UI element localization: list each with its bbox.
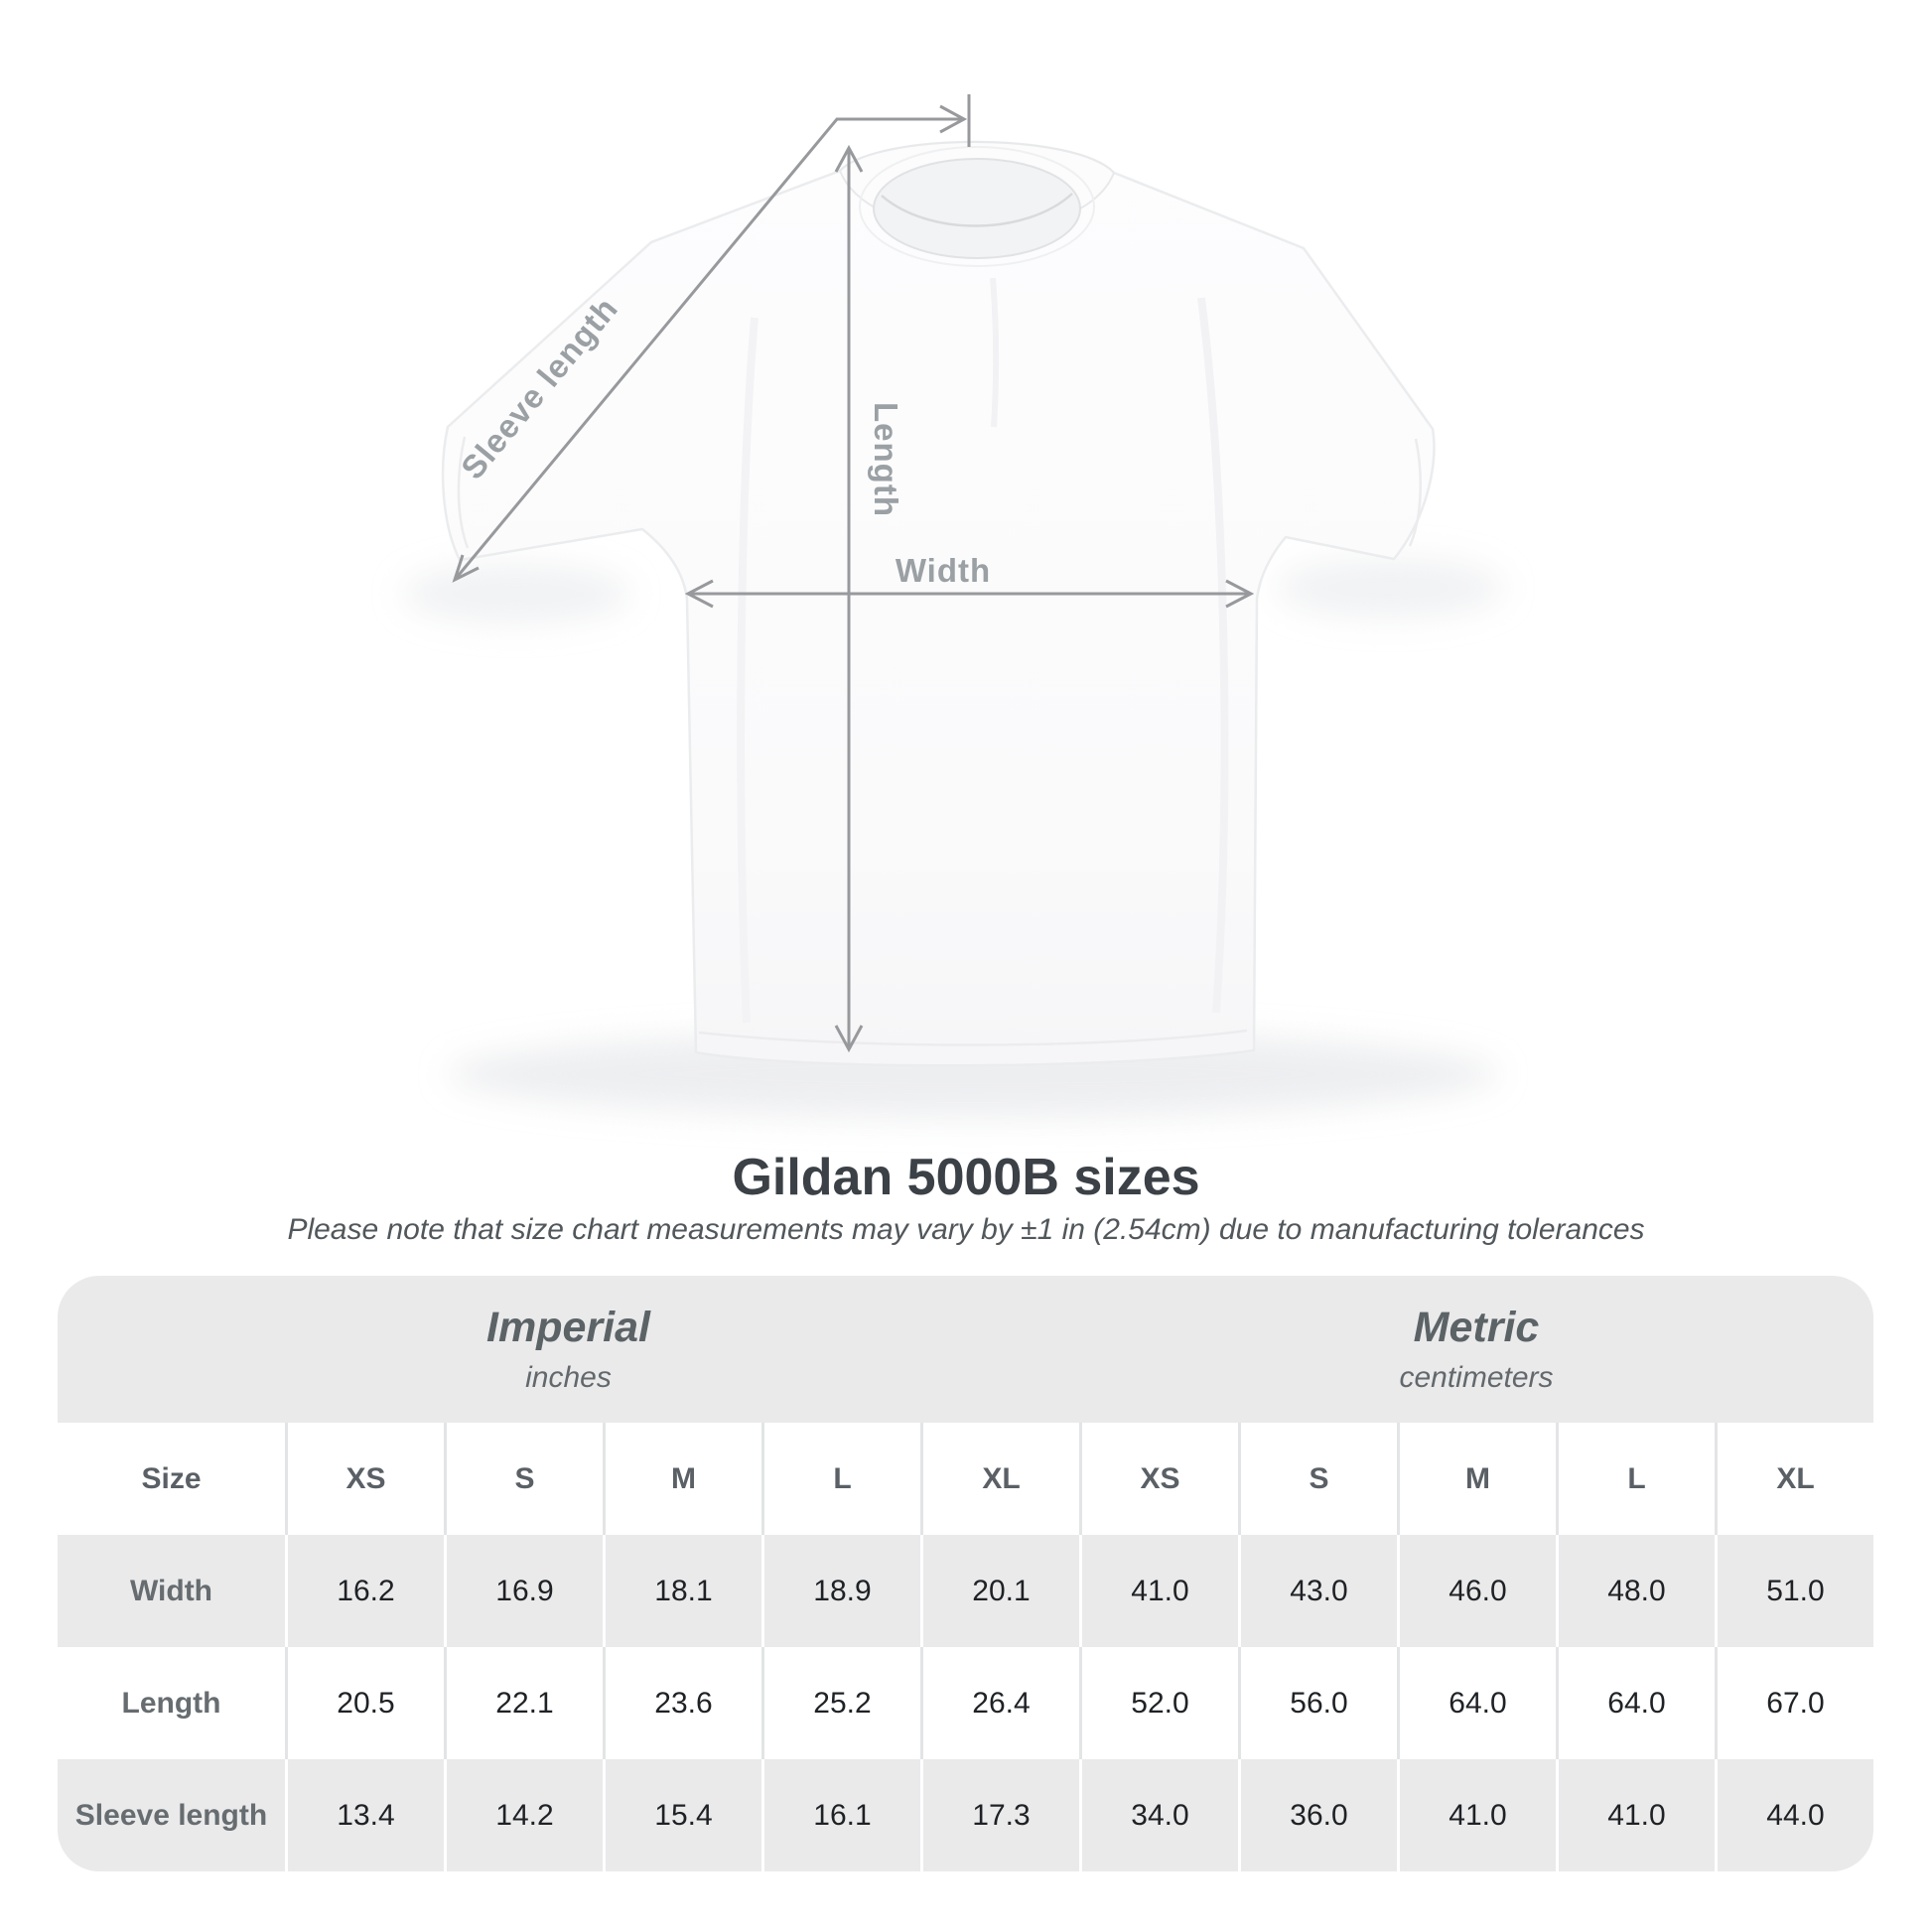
table-row-sleeve-length xyxy=(58,1759,1873,1871)
unit-band-row xyxy=(58,1276,1873,1423)
width-imperial-xs: 16.2 xyxy=(285,1535,444,1647)
width-imperial-l: 18.9 xyxy=(761,1535,920,1647)
width-metric-m: 46.0 xyxy=(1397,1535,1556,1647)
metric-unit: centimeters xyxy=(1399,1361,1554,1394)
sleeve-imperial-s: 14.2 xyxy=(444,1759,603,1871)
metric-label: Metric xyxy=(1413,1304,1540,1351)
size-header-imperial-xl: XL xyxy=(920,1423,1079,1535)
row-label-sleeve-length: Sleeve length xyxy=(74,1798,268,1832)
length-label: Length xyxy=(868,402,904,517)
length-imperial-l: 25.2 xyxy=(761,1647,920,1759)
width-metric-xs: 41.0 xyxy=(1079,1535,1238,1647)
sleeve-metric-xs: 34.0 xyxy=(1079,1759,1238,1871)
sleeve-metric-s: 36.0 xyxy=(1238,1759,1397,1871)
size-column-header: Size xyxy=(141,1461,202,1495)
sleeve-metric-m: 41.0 xyxy=(1397,1759,1556,1871)
sleeve-imperial-l: 16.1 xyxy=(761,1759,920,1871)
length-metric-m: 64.0 xyxy=(1397,1647,1556,1759)
table-row-length xyxy=(58,1647,1873,1759)
width-metric-s: 43.0 xyxy=(1238,1535,1397,1647)
width-metric-l: 48.0 xyxy=(1556,1535,1715,1647)
width-label: Width xyxy=(895,552,992,589)
metric-band xyxy=(1079,1276,1873,1423)
length-metric-xs: 52.0 xyxy=(1079,1647,1238,1759)
sleeve-imperial-xs: 13.4 xyxy=(285,1759,444,1871)
tolerance-note: Please note that size chart measurements may vary by ±1 in (2.54cm) due to manufacturing tolerances xyxy=(287,1213,1645,1246)
size-header-imperial-m: M xyxy=(603,1423,761,1535)
size-header-row xyxy=(58,1423,1873,1535)
length-imperial-m: 23.6 xyxy=(603,1647,761,1759)
length-imperial-xs: 20.5 xyxy=(285,1647,444,1759)
length-imperial-xl: 26.4 xyxy=(920,1647,1079,1759)
size-header-metric-xl: XL xyxy=(1715,1423,1873,1535)
row-label-length: Length xyxy=(121,1686,221,1720)
sleeve-imperial-xl: 17.3 xyxy=(920,1759,1079,1871)
imperial-band xyxy=(58,1276,1079,1423)
imperial-unit: inches xyxy=(525,1361,612,1394)
size-header-metric-l: L xyxy=(1556,1423,1715,1535)
size-chart-table xyxy=(58,1276,1873,1871)
size-header-metric-xs: XS xyxy=(1079,1423,1238,1535)
length-metric-s: 56.0 xyxy=(1238,1647,1397,1759)
sleeve-metric-xl: 44.0 xyxy=(1715,1759,1873,1871)
width-imperial-xl: 20.1 xyxy=(920,1535,1079,1647)
row-label-width: Width xyxy=(129,1574,213,1607)
page-title: Gildan 5000B sizes xyxy=(732,1149,1200,1206)
length-imperial-s: 22.1 xyxy=(444,1647,603,1759)
sleeve-metric-l: 41.0 xyxy=(1556,1759,1715,1871)
size-header-imperial-s: S xyxy=(444,1423,603,1535)
sleeve-imperial-m: 15.4 xyxy=(603,1759,761,1871)
size-header-imperial-l: L xyxy=(761,1423,920,1535)
imperial-label: Imperial xyxy=(486,1304,650,1351)
size-header-metric-m: M xyxy=(1397,1423,1556,1535)
width-imperial-m: 18.1 xyxy=(603,1535,761,1647)
table-row-width xyxy=(58,1535,1873,1647)
length-metric-l: 64.0 xyxy=(1556,1647,1715,1759)
width-imperial-s: 16.9 xyxy=(444,1535,603,1647)
sleeve-length-label: Sleeve length xyxy=(453,289,625,486)
length-metric-xl: 67.0 xyxy=(1715,1647,1873,1759)
width-metric-xl: 51.0 xyxy=(1715,1535,1873,1647)
size-header-metric-s: S xyxy=(1238,1423,1397,1535)
size-header-imperial-xs: XS xyxy=(285,1423,444,1535)
